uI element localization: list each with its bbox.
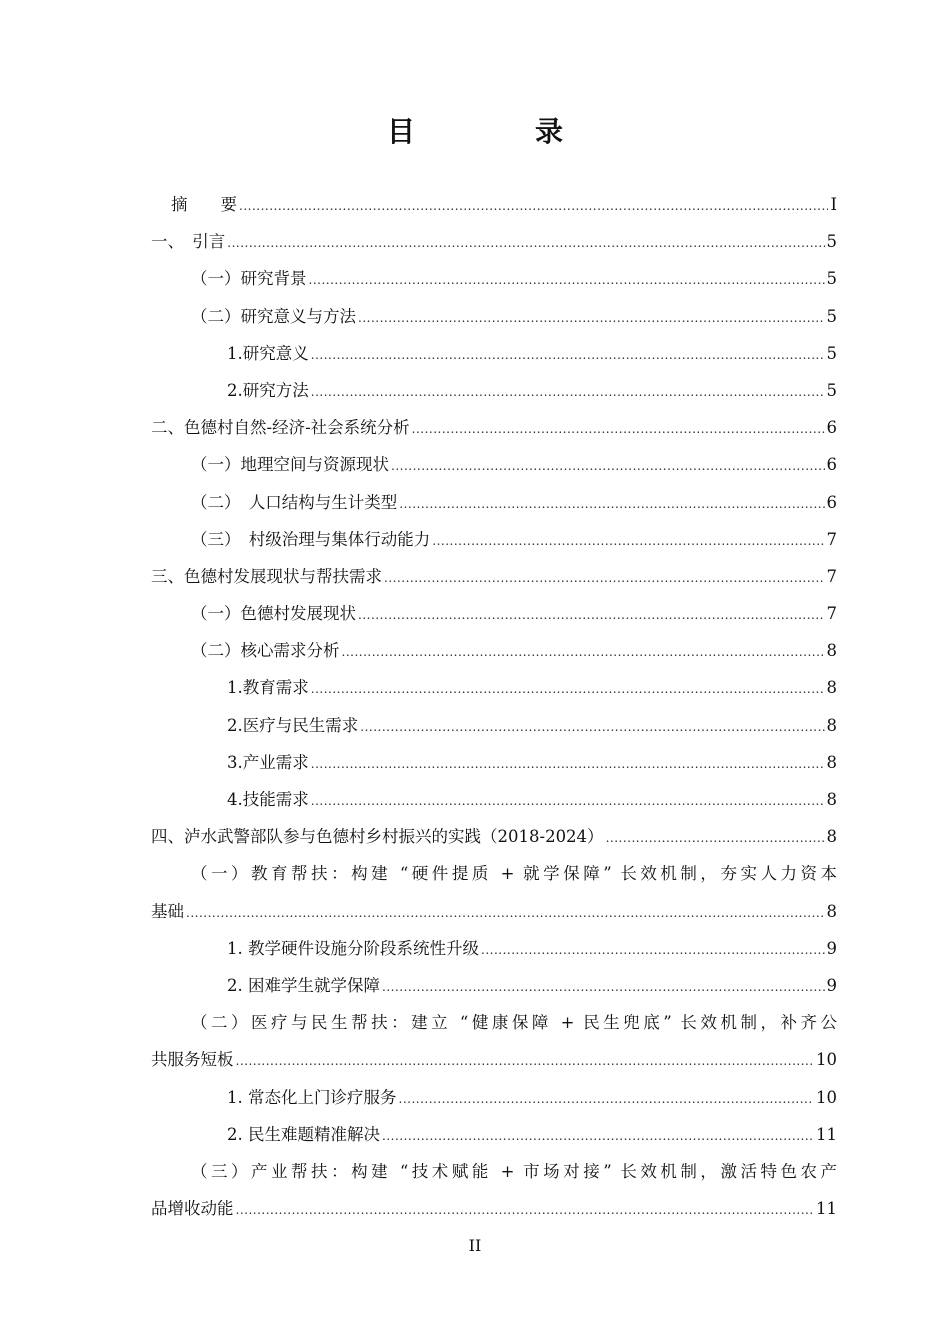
toc-entry[interactable] xyxy=(151,855,837,929)
toc-page-number: 5 xyxy=(826,380,837,400)
toc-leader-dots xyxy=(391,448,825,485)
toc-page-number: 11 xyxy=(816,1124,837,1144)
toc-leader-dots xyxy=(311,746,825,783)
toc-page-number: I xyxy=(830,195,837,214)
toc-leader-dots xyxy=(311,671,825,708)
toc-page-number: 7 xyxy=(826,566,837,586)
toc-entry[interactable] xyxy=(151,818,837,855)
toc-entry[interactable] xyxy=(151,1004,837,1078)
toc-leader-dots xyxy=(399,1081,815,1118)
toc-entry-text: 1.教育需求 xyxy=(227,678,309,698)
toc-entry-text: （三） 村级治理与集体行动能力 xyxy=(191,529,431,549)
toc-leader-dots xyxy=(236,1192,815,1229)
toc-page-number: 10 xyxy=(816,1087,837,1107)
toc-leader-dots xyxy=(432,523,824,560)
toc-title: 目 录 xyxy=(386,115,609,148)
toc-entry-text: 三、色德村发展现状与帮扶需求 xyxy=(151,566,382,586)
toc-entry[interactable] xyxy=(151,446,837,483)
toc-entry-text-line2: 基础 xyxy=(151,901,184,921)
toc-leader-dots xyxy=(358,597,825,634)
toc-leader-dots xyxy=(382,969,825,1006)
toc-page-number: 8 xyxy=(826,641,837,661)
toc-entry-text-line2: 品增收动能 xyxy=(151,1199,234,1219)
toc-entry[interactable] xyxy=(151,595,837,632)
toc-leader-dots xyxy=(311,374,825,411)
toc-entry-text: （二） 人口结构与生计类型 xyxy=(191,492,398,512)
toc-entry[interactable] xyxy=(151,335,837,372)
toc-page-number: 5 xyxy=(826,343,837,363)
toc-entry[interactable] xyxy=(151,558,837,595)
toc-entry-text: （一）研究背景 xyxy=(191,269,307,289)
toc-page-number: 8 xyxy=(826,790,837,809)
toc-page-number: 6 xyxy=(826,492,837,512)
toc-entry[interactable] xyxy=(151,223,837,260)
toc-leader-dots xyxy=(384,560,825,597)
toc-entry[interactable] xyxy=(151,298,837,335)
toc-page-number: 8 xyxy=(826,827,837,847)
toc-entry[interactable] xyxy=(151,930,837,967)
toc-leader-dots xyxy=(399,486,824,523)
toc-entry[interactable] xyxy=(151,781,837,818)
toc-entry-text: 四、泸水武警部队参与色德村乡村振兴的实践（2018-2024） xyxy=(151,827,604,847)
toc-entry-text: 1. 教学硬件设施分阶段系统性升级 xyxy=(227,938,479,958)
toc-entry[interactable] xyxy=(151,1116,837,1153)
toc-page-number: 8 xyxy=(826,678,837,698)
toc-leader-dots xyxy=(311,337,825,374)
toc-page-number: 11 xyxy=(816,1199,837,1219)
toc-leader-dots xyxy=(236,1043,815,1080)
toc-entry-text: 摘 要 xyxy=(171,195,237,214)
toc-entry-text: 2. 民生难题精准解决 xyxy=(227,1124,380,1144)
toc-leader-dots xyxy=(342,634,825,671)
toc-entry-text-line2: 共服务短板 xyxy=(151,1050,234,1070)
toc-leader-dots xyxy=(186,895,825,932)
toc-entry[interactable] xyxy=(151,186,837,223)
toc-page-number: 8 xyxy=(826,901,837,921)
toc-entry-text-line1: （一）教育帮扶：构建 “硬件提质 + 就学保障” 长效机制，夯实人力资本 xyxy=(191,864,837,884)
toc-entry-text: 2.研究方法 xyxy=(227,380,309,400)
toc-entry[interactable] xyxy=(151,632,837,669)
toc-leader-dots xyxy=(606,820,825,857)
toc-entry[interactable] xyxy=(151,744,837,781)
toc-page-number: 8 xyxy=(826,752,837,772)
toc-page-number: 5 xyxy=(826,232,837,252)
toc-entry[interactable] xyxy=(151,409,837,446)
footer-page-number: II xyxy=(468,1236,482,1255)
toc-entry-text: 4.技能需求 xyxy=(227,790,309,809)
toc-entry[interactable] xyxy=(151,1079,837,1116)
toc-page-number: 10 xyxy=(816,1050,837,1070)
toc-entry-text-line1: （三）产业帮扶：构建 “技术赋能 + 市场对接” 长效机制，激活特色农产 xyxy=(191,1161,837,1181)
toc-entry[interactable] xyxy=(151,484,837,521)
toc-entry-text: 3.产业需求 xyxy=(227,752,309,772)
toc-entry[interactable] xyxy=(151,707,837,744)
toc-leader-dots xyxy=(311,783,825,820)
toc-page-number: 7 xyxy=(826,529,837,549)
toc-page-number: 6 xyxy=(826,455,837,475)
toc-page-number: 9 xyxy=(826,938,837,958)
toc-entry-text: 1. 常态化上门诊疗服务 xyxy=(227,1087,397,1107)
toc-leader-dots xyxy=(382,1118,814,1155)
toc-entry-text: 1.研究意义 xyxy=(227,343,309,363)
toc-page-number: 6 xyxy=(826,418,837,438)
toc-leader-dots xyxy=(360,709,824,746)
toc-entry[interactable] xyxy=(151,669,837,706)
toc-leader-dots xyxy=(239,188,828,225)
toc-entry-text: 2. 困难学生就学保障 xyxy=(227,975,380,995)
toc-entry-text: 2.医疗与民生需求 xyxy=(227,715,359,735)
toc-entry[interactable] xyxy=(151,260,837,297)
toc-entry-text-line1: （二）医疗与民生帮扶：建立 “健康保障 + 民生兜底” 长效机制，补齐公 xyxy=(191,1013,837,1033)
toc-leader-dots xyxy=(309,262,825,299)
toc-page-number: 5 xyxy=(826,269,837,289)
toc-entry-text: （一）色德村发展现状 xyxy=(191,604,356,624)
toc-page-number: 9 xyxy=(826,975,837,995)
toc-leader-dots xyxy=(227,225,824,262)
toc-entry[interactable] xyxy=(151,967,837,1004)
toc-page-number: 7 xyxy=(826,604,837,624)
toc-list xyxy=(151,186,837,1227)
toc-entry[interactable] xyxy=(151,1153,837,1227)
toc-entry-text: （一）地理空间与资源现状 xyxy=(191,455,389,475)
toc-entry-text: 二、色德村自然-经济-社会系统分析 xyxy=(151,418,410,438)
toc-leader-dots xyxy=(358,300,825,337)
toc-entry-text: 一、 引言 xyxy=(151,232,226,252)
toc-entry-text: （二）研究意义与方法 xyxy=(191,306,356,326)
toc-leader-dots xyxy=(481,932,825,969)
toc-entry[interactable] xyxy=(151,521,837,558)
toc-page-number: 8 xyxy=(826,715,837,735)
toc-entry-text: （二）核心需求分析 xyxy=(191,641,340,661)
toc-leader-dots xyxy=(412,411,825,448)
toc-entry[interactable] xyxy=(151,372,837,409)
toc-page-number: 5 xyxy=(826,306,837,326)
